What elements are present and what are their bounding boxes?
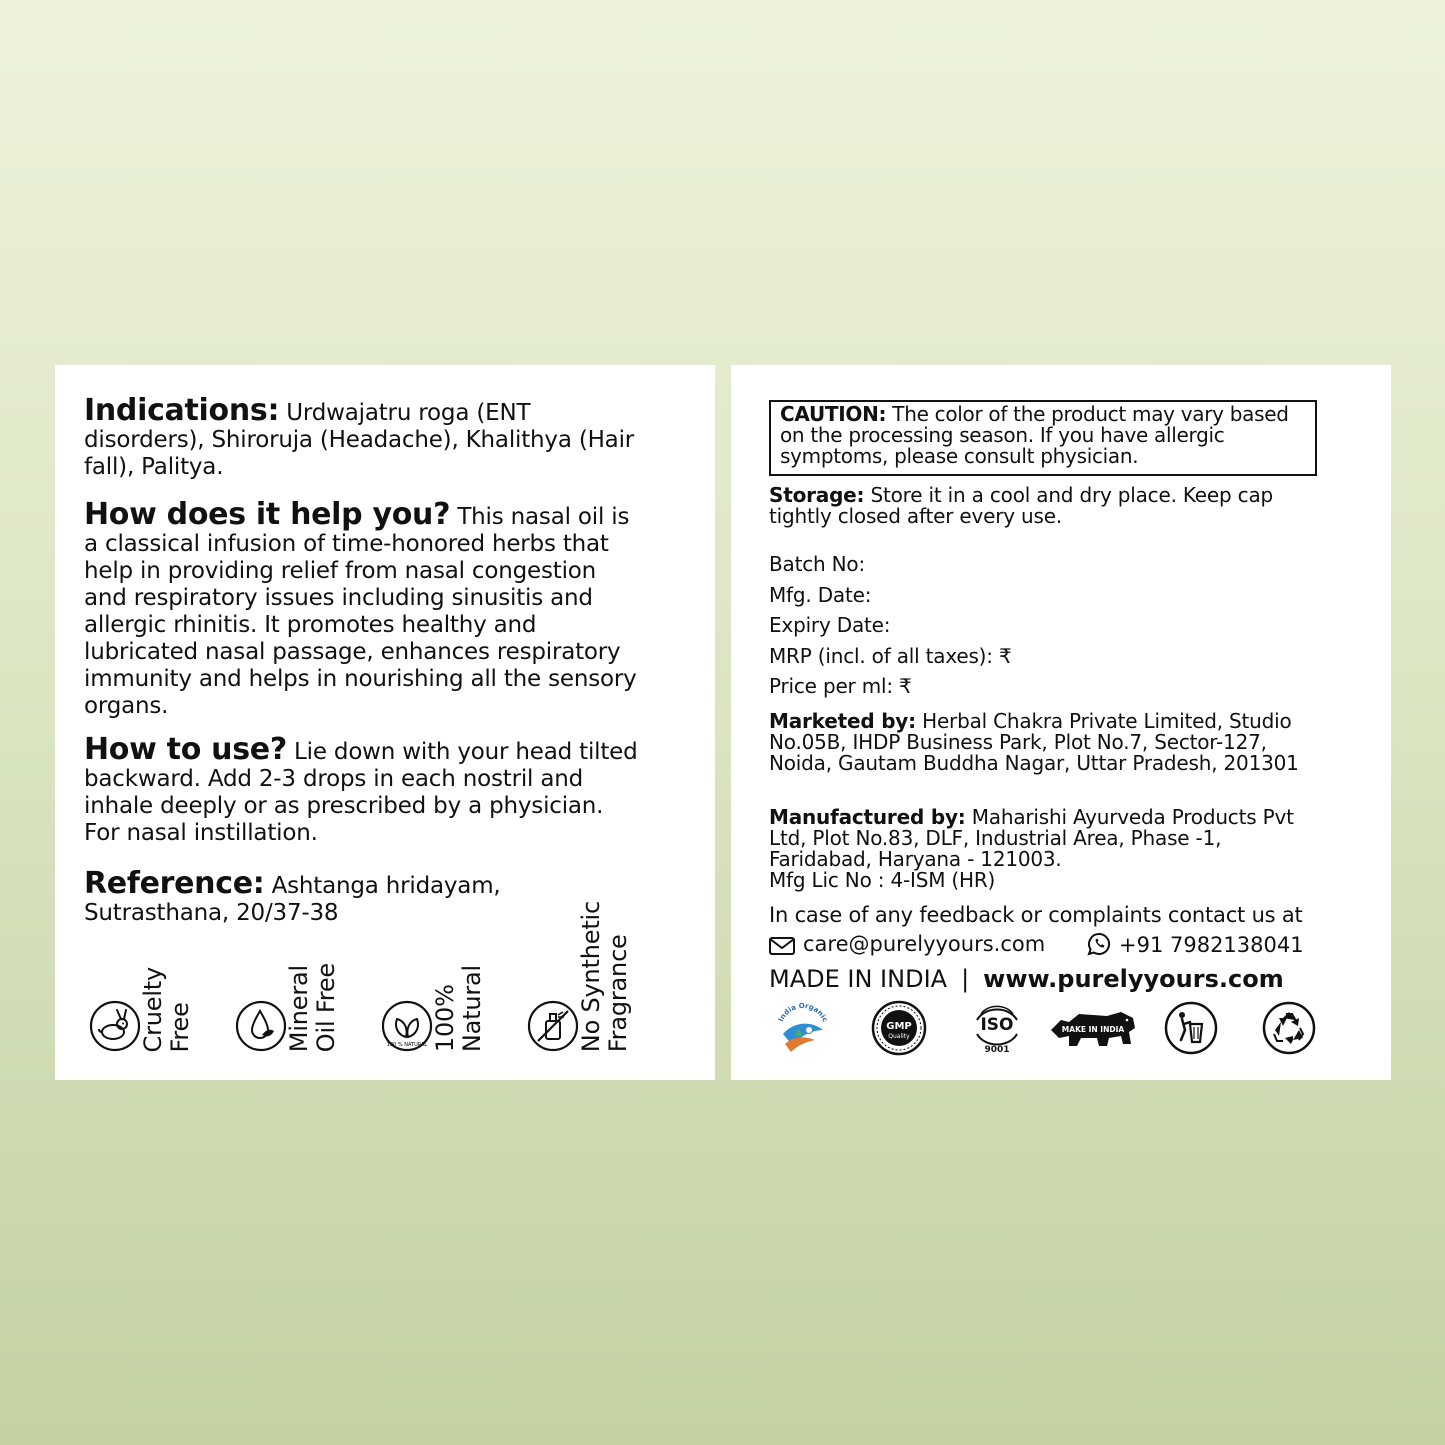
iso-9001-logo	[971, 1000, 1023, 1056]
how-to-use-heading: How to use?	[84, 732, 287, 767]
gmp-quality-logo	[871, 1000, 927, 1056]
phone-contact[interactable]	[1087, 932, 1304, 957]
caution-text: The color of the product may vary based on the processing season. If you have allergic symptoms, please consult physician.	[780, 402, 1289, 468]
svg-text:100 % NATURAL: 100 % NATURAL	[386, 1042, 428, 1048]
mfg-license: Mfg Lic No : 4-ISM (HR)	[769, 868, 996, 892]
marketed-by-section	[769, 711, 1329, 774]
svg-text:GMP: GMP	[886, 1021, 912, 1032]
how-to-use-section	[84, 732, 644, 847]
recycle-icon	[1261, 1000, 1317, 1056]
left-label-panel	[55, 365, 715, 1080]
mail-icon	[769, 937, 795, 955]
svg-text:India Organic: India Organic	[776, 1001, 830, 1024]
svg-text:Quality: Quality	[888, 1033, 910, 1040]
make-in-india-lion-logo	[1047, 1000, 1139, 1056]
how-it-helps-section	[84, 497, 644, 720]
natural-label: 100% Natural	[431, 964, 486, 1052]
price-per-ml-field: Price per ml: ₹	[769, 674, 912, 698]
batch-no-field: Batch No:	[769, 552, 865, 576]
indications-heading: Indications:	[84, 393, 280, 428]
natural-badge	[376, 885, 516, 1055]
manufactured-by-label: Manufactured by:	[769, 805, 966, 829]
marketed-by-text: Herbal Chakra Private Limited, Studio No.05B, IHDP Business Park, Plot No.7, Sector-127, Noida, Gautam Buddha Nagar, Uttar Pradesh, 201301	[769, 709, 1299, 775]
reference-heading: Reference:	[84, 866, 265, 901]
phone-number[interactable]: +91 7982138041	[1119, 933, 1304, 957]
reference-text: Ashtanga hridayam, Sutrasthana, 20/37-38	[84, 873, 501, 926]
indications-section	[84, 393, 644, 481]
feedback-text: In case of any feedback or complaints contact us at	[769, 903, 1303, 927]
svg-text:MAKE IN INDIA: MAKE IN INDIA	[1061, 1025, 1125, 1034]
caution-box	[769, 400, 1317, 476]
manufactured-by-section	[769, 807, 1329, 891]
cruelty-free-label: Cruelty Free	[139, 966, 194, 1052]
indications-text: Urdwajatru roga (ENT disorders), Shiroruja (Headache), Khalithya (Hair fall), Palitya.	[84, 400, 635, 480]
separator: |	[961, 965, 970, 993]
dispose-bin-icon	[1163, 1000, 1219, 1056]
no-spray-icon	[526, 999, 580, 1053]
caution-label: CAUTION:	[780, 402, 887, 426]
mfg-date-field: Mfg. Date:	[769, 582, 872, 607]
storage-text: Store it in a cool and dry place. Keep cap tightly closed after every use.	[769, 483, 1274, 528]
email-contact[interactable]	[769, 932, 1045, 956]
mineral-oil-free-label: Mineral Oil Free	[285, 962, 340, 1052]
made-in-row	[769, 964, 1329, 994]
made-in-india-text: MADE IN INDIA	[769, 965, 948, 993]
india-organic-logo	[771, 1000, 835, 1056]
oil-drop-leaf-icon	[234, 999, 288, 1053]
no-synthetic-fragrance-badge	[522, 885, 662, 1055]
right-label-panel	[731, 365, 1391, 1080]
expiry-date-field: Expiry Date:	[769, 613, 891, 637]
how-it-helps-text: This nasal oil is a classical infusion of time-honored herbs that help in providing relief from nasal congestion and respiratory issues including sinusitis and allergic rhinitis. It promotes healthy and lubricated nasal passage, enhances respiratory immunity and helps in nourishing all the sensory organs.	[84, 504, 637, 719]
mineral-oil-free-badge	[230, 885, 370, 1055]
leaves-natural-icon	[380, 999, 434, 1053]
how-to-use-text: Lie down with your head tilted backward. Add 2-3 drops in each nostril and inhale deeply or as prescribed by a physician. For nasal instillation.	[84, 739, 638, 846]
rabbit-icon	[88, 999, 142, 1053]
whatsapp-icon	[1087, 932, 1111, 956]
cruelty-free-badge	[84, 885, 224, 1055]
batch-details-list	[769, 549, 1329, 702]
manufactured-by-text: Maharishi Ayurveda Products Pvt Ltd, Plot No.83, DLF, Industrial Area, Phase -1, Faridabad, Haryana - 121003.	[769, 805, 1294, 871]
mrp-field: MRP (incl. of all taxes): ₹	[769, 643, 1012, 668]
svg-text:9001: 9001	[984, 1045, 1010, 1055]
email-address[interactable]: care@purelyyours.com	[803, 932, 1046, 956]
storage-section	[769, 485, 1329, 527]
contact-row	[769, 932, 1329, 960]
website-link[interactable]: www.purelyyours.com	[983, 965, 1284, 993]
storage-label: Storage:	[769, 483, 865, 507]
marketed-by-label: Marketed by:	[769, 709, 916, 733]
how-it-helps-heading: How does it help you?	[84, 497, 451, 532]
svg-text:ISO: ISO	[980, 1015, 1014, 1035]
no-synthetic-fragrance-label: No Synthetic Fragrance	[577, 900, 632, 1052]
